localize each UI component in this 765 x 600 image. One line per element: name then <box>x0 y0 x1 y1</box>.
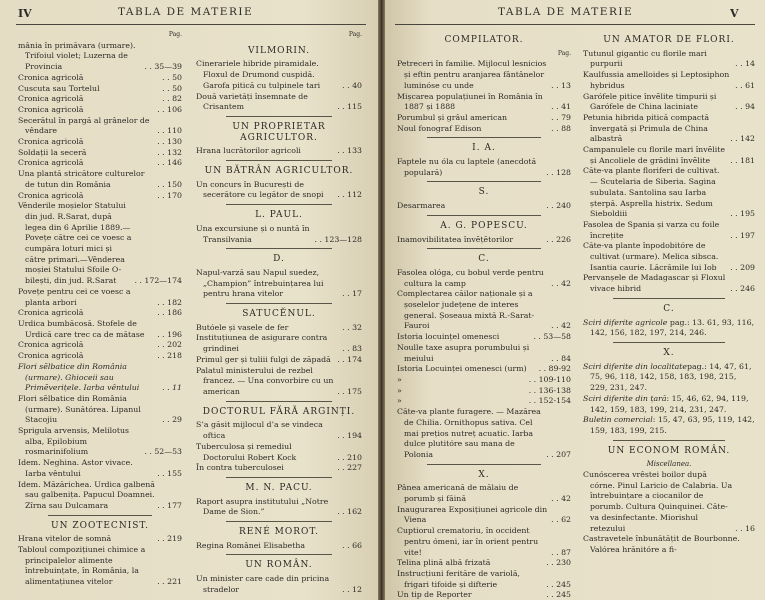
divider-rule <box>226 554 332 555</box>
entry-page: . . 150 <box>157 179 182 189</box>
divider-rule <box>427 248 541 249</box>
toc-entry <box>18 362 182 394</box>
divider-rule <box>226 401 332 402</box>
toc-entry <box>196 224 362 245</box>
divider-rule <box>48 515 152 516</box>
entry-page: . . 61 <box>735 80 755 90</box>
entry-title: Regina Românei Elisabetha <box>196 540 306 550</box>
entry-title: » <box>397 374 402 384</box>
entry-page: . . 162 <box>337 507 362 517</box>
toc-entry <box>583 220 755 241</box>
toc-entry <box>583 273 755 294</box>
book-gutter <box>378 0 385 600</box>
entry-page: . . 130 <box>157 137 182 147</box>
toc-entry <box>397 505 571 526</box>
toc-entry <box>18 287 182 308</box>
entry-title: Cronica agricolă <box>18 190 84 200</box>
right-column-1 <box>397 30 571 600</box>
entry-page: . . 106 <box>157 104 182 114</box>
section-title: RENÉ MOROT. <box>239 527 319 538</box>
entry-page: . . 66 <box>342 540 362 550</box>
toc-entry <box>18 340 182 351</box>
entry-page: . . 53—58 <box>533 332 571 342</box>
entry-title: Istoria locuințel omenesci <box>397 332 500 342</box>
toc-entry <box>196 420 362 441</box>
divider-rule <box>226 521 332 522</box>
sciri-entry <box>583 394 755 415</box>
toc-entry <box>397 59 571 91</box>
section-title: C. <box>663 303 675 314</box>
toc-entry <box>196 541 362 552</box>
sciri-pages: : 15, 47, 63, 95, 119, 142, 159, 183, 199, 215. <box>590 415 755 435</box>
entry-page: . . 109-110 <box>528 374 571 384</box>
entry-title: Inaugurarea Exposițiunei agricole din Viena <box>397 504 548 525</box>
entry-page: . . 245 <box>546 579 571 589</box>
header-rule <box>395 24 755 25</box>
entry-page: . . 210 <box>337 452 362 462</box>
entry-page: . . 197 <box>730 230 755 240</box>
entry-title: Faptele nu óla cu laptele (anecdotă populară) <box>397 157 537 177</box>
entry-title: Cronica agricolă <box>18 137 84 147</box>
entry-page: . . 175 <box>337 386 362 396</box>
entry-page: . . 42 <box>551 278 571 288</box>
entry-title: Una excursiune și o nuntă în Transilvania <box>196 223 310 244</box>
page-number: V <box>730 7 739 20</box>
entry-title: Căte-va plante floriferi de cultivat. — Scutelaria de Siberia. Sagina subulata. Santolina sau Iarba șterpă. Asprella histrix. Sedum Sieboldiii <box>583 166 720 219</box>
entry-page: . . 245 <box>546 590 571 600</box>
toc-entry <box>18 534 182 545</box>
section-title: UN ROMÂN. <box>245 560 313 571</box>
entry-title: Cronica agricolă <box>18 72 84 82</box>
entry-title: Flori sĕlbatice din România (urmare). Sunătórea. Lipanul Stacojiu <box>18 393 141 425</box>
section-title: SATUCĔNUL. <box>242 309 316 320</box>
entry-title: Idem. Neghina. Astor vivace. Iarba vêntului <box>18 458 133 478</box>
entry-page: . . 84 <box>551 353 571 363</box>
divider-rule <box>427 137 541 138</box>
entry-page: . . 155 <box>157 468 182 478</box>
entry-page: . . 83 <box>342 344 362 354</box>
sciri-label: Sciri diferite agricole <box>583 317 668 327</box>
entry-title: Fasolea ológa, cu bobul verde pentru cultura la camp <box>397 267 544 288</box>
toc-entry <box>196 59 362 91</box>
entry-title: Butóele și vasele de fer <box>196 322 289 332</box>
entry-page: . . 42 <box>551 321 571 331</box>
entry-title: Povețe pentru cei ce voesc a planta arbori <box>18 286 131 307</box>
entry-title: Vênderile moșielor Statului din jud. R.Sarat, după legea din 6 Aprilie 1889.—Povețe către cei ce voesc a cumpăra loturi mici și către primari.—Vênderea moșiei Statului Sfoile O-bilești, din jud. R.Sarat <box>18 201 132 286</box>
entry-page: . . 226 <box>546 234 571 244</box>
toc-entry <box>196 463 362 474</box>
section-title: VILMORIN. <box>247 45 311 56</box>
right-column-2 <box>583 30 755 556</box>
sciri-label: Buletin comercial <box>583 415 653 425</box>
entry-title: Hrana lucrătorilor agricoli <box>196 146 301 156</box>
pag-label: Pag. <box>348 31 362 38</box>
divider-rule <box>427 464 541 465</box>
entry-page: . . 112 <box>337 190 362 200</box>
entry-page: . . 207 <box>546 449 571 459</box>
section-title: D. <box>273 254 285 265</box>
section-title: UN PROPRIETAR AGRICULTOR. <box>232 121 326 143</box>
entry-title: Noul fonograf Edison <box>397 123 482 133</box>
entry-title: Tuberculosa și remediul Doctorului Robert Kock <box>196 441 297 462</box>
toc-entry <box>397 590 571 600</box>
toc-entry <box>196 146 362 157</box>
entry-page: . . 110 <box>157 126 182 136</box>
divider-rule <box>226 303 332 304</box>
divider-rule <box>226 248 332 249</box>
toc-entry <box>397 124 571 135</box>
entry-page: . . 240 <box>546 201 571 211</box>
section-title: DOCTORUL FĂRĂ ARGINȚI. <box>202 406 356 417</box>
entry-title: Căte-va plante furagere. — Mazărea de Chilia. Ornithopus sativa. Cel mai prețios nutreț acuatic. Iarba dulce plutitóre sau mana de Polonia <box>397 407 541 459</box>
entry-page: . . 29 <box>162 415 182 425</box>
entry-title: Noulle taxe asupra porumbului și meiului <box>397 342 530 363</box>
toc-entry <box>397 407 571 461</box>
entry-page: . . 12 <box>342 584 362 594</box>
toc-entry <box>397 569 571 590</box>
entry-title: Inamovibilitatea învĕțĕtorilor <box>397 234 514 244</box>
toc-entry <box>18 84 182 95</box>
entry-title: Porumbul și grâul american <box>397 112 507 122</box>
section-title: X. <box>478 469 490 480</box>
entry-page: . . 186 <box>157 308 182 318</box>
section-title: S. <box>478 187 490 198</box>
divider-rule <box>226 204 332 205</box>
entry-page: . . 11 <box>162 383 182 393</box>
entry-page: . . 181 <box>730 155 755 165</box>
entry-page: . . 50 <box>162 72 182 82</box>
toc-entry <box>18 191 182 202</box>
entry-title: Cronica agricolă <box>18 308 84 318</box>
toc-entry <box>196 497 362 518</box>
section-title: UN ZOOTECNIST. <box>51 520 149 531</box>
entry-page: . . 132 <box>157 147 182 157</box>
toc-entry <box>196 442 362 463</box>
entry-title: Urdica bumbăcosă. Stofele de Urdică care trec ca de mătase <box>18 318 145 339</box>
entry-page: . . 32 <box>342 322 362 332</box>
entry-page: . . 146 <box>157 158 182 168</box>
toc-entry <box>397 92 571 113</box>
toc-entry <box>196 366 362 398</box>
toc-entry <box>583 241 755 273</box>
entry-page: . . 170 <box>157 190 182 200</box>
entry-page: . . 218 <box>157 351 182 361</box>
entry-title: Instituțiunea de asigurare contra grindinei <box>196 333 328 354</box>
entry-page: . . 40 <box>342 80 362 90</box>
pag-label: Pag. <box>557 49 571 57</box>
toc-entry <box>18 394 182 426</box>
entry-page: . . 52—53 <box>144 447 182 457</box>
entry-title: » <box>397 396 402 406</box>
entry-page: . . 219 <box>157 534 182 544</box>
entry-title: Petunia hibrida pitică compactă învergată și Primula de China albastră <box>583 112 709 144</box>
page-number: IV <box>18 7 32 20</box>
entry-page: . . 42 <box>551 494 571 504</box>
entry-page: . . 94 <box>735 102 755 112</box>
entry-page: . . 221 <box>157 577 182 587</box>
entry-page: . . 195 <box>730 209 755 219</box>
entry-title: Un minister care cade din pricina stradelor <box>196 574 330 594</box>
entry-page: . . 128 <box>546 167 571 177</box>
toc-entry <box>18 426 182 458</box>
entry-title: Un concurs în București de secerătore cu legător de snopi <box>196 179 324 200</box>
entry-page: . . 209 <box>730 262 755 272</box>
toc-entry <box>196 92 362 113</box>
entry-title: Instrucțiuni ferităre de variolă, frigari tifoide și difterie <box>397 568 520 589</box>
entry-title: Pervanșele de Madagascar și Floxul vivace hibrid <box>583 273 726 294</box>
toc-entry <box>18 94 182 105</box>
entry-page: . . 13 <box>551 80 571 90</box>
entry-title: Cinerariele hibride piramidale. Floxul de Drumond cuspidă. Garofa pitică cu tulpinele tari <box>196 59 321 90</box>
toc-entry <box>397 558 571 569</box>
entry-title: Cronica agricolă <box>18 94 84 104</box>
entry-title: Două varietăți însemnate de Crisantem <box>196 91 308 112</box>
toc-entry <box>18 137 182 148</box>
entry-title: Cronica agricolă <box>18 158 84 168</box>
toc-entry <box>397 332 571 343</box>
section-title: M. N. PACU. <box>245 482 313 493</box>
toc-entry <box>397 113 571 124</box>
entry-page: . . 115 <box>337 102 362 112</box>
entry-page: . . 62 <box>551 515 571 525</box>
section-title: A. G. POPESCU. <box>440 220 528 231</box>
divider-rule <box>226 116 332 117</box>
sciri-pages: pag.: 13. 61, 93, 116, 142, 156, 182, 197, 214, 246. <box>590 317 755 338</box>
toc-entry <box>583 166 755 220</box>
entry-title: Una plantă stricătore culturelor de tutun din România <box>18 169 145 189</box>
entry-title: Castravetele înbunătățit de Bourbonne. Valórea hrănitóre a fi- <box>583 534 740 554</box>
entry-page: . . 41 <box>551 102 571 112</box>
toc-entry <box>18 458 182 479</box>
entry-title: Un tip de Reporter <box>397 590 472 600</box>
entry-title: Cuscuta sau Tortelul <box>18 83 100 93</box>
entry-page: . . 152-154 <box>528 396 571 406</box>
pag-label: Pag. <box>168 31 182 38</box>
entry-title: Palatul ministerului de rezbel francez. — Una convorbire cu un american <box>196 365 334 396</box>
toc-entry <box>18 351 182 362</box>
toc-entry <box>196 180 362 201</box>
divider-rule <box>226 477 332 478</box>
entry-title: Hrana vitelor de somnă <box>18 534 112 544</box>
toc-entry <box>196 268 362 300</box>
left-column-2 <box>196 30 362 596</box>
sciri-label: Sciri diferite din localitate <box>583 361 688 371</box>
divider-rule <box>613 342 725 343</box>
entry-page: . . 142 <box>730 134 755 144</box>
entry-title: Idem. Măzărichea. Urdica galbenă sau galbenița. Papucul Doamnei. Zîrna sau Dulcamara <box>18 479 155 510</box>
toc-entry <box>196 323 362 334</box>
left-column-1 <box>18 30 182 588</box>
entry-title: În contra tuberculosei <box>196 463 284 473</box>
section-title: L. PAUL. <box>255 210 303 221</box>
toc-entry <box>18 480 182 512</box>
entry-title: Telina plină albă frizată <box>397 558 491 568</box>
entry-title: Mișcarea populațiunei în România în 1887 și 1888 <box>397 91 543 112</box>
entry-page: . . 50 <box>162 83 182 93</box>
entry-title: mânia în primăvara (urmare). Trifoiul violet; Luzerna de Provincia <box>18 40 136 72</box>
entry-page: . . 227 <box>337 463 362 473</box>
entry-title: Cronica agricolă <box>18 340 84 350</box>
entry-title: Primul ger și tuliii fulgi de zăpadă <box>196 354 331 364</box>
entry-title: Kaulfussia amelloides și Leptosiphon hybridus <box>583 70 730 90</box>
toc-entry <box>583 49 755 70</box>
toc-entry <box>18 158 182 169</box>
right-page <box>385 0 765 600</box>
toc-entry <box>18 169 182 190</box>
entry-page: . . 89-92 <box>538 364 571 374</box>
toc-entry <box>397 157 571 178</box>
toc-entry <box>397 268 571 289</box>
toc-entry <box>18 308 182 319</box>
sciri-entry <box>583 415 755 436</box>
entry-title: Tutunul gigantic cu florile mari purpurii <box>583 48 707 69</box>
entry-title: Căte-va plante înpodobitóre de cultivat (urmare). Melica sibsca. Isantia caurie. Lăcrămile lui Iob <box>583 241 719 272</box>
toc-entry <box>397 396 571 407</box>
entry-title: Desarmarea <box>397 201 446 211</box>
toc-entry <box>18 148 182 159</box>
entry-title: Soldații la seceră <box>18 147 87 157</box>
entry-page: . . 14 <box>735 59 755 69</box>
toc-entry <box>18 116 182 137</box>
toc-entry <box>397 235 571 246</box>
divider-rule <box>226 160 332 161</box>
toc-entry <box>583 145 755 166</box>
toc-entry <box>397 364 571 375</box>
entry-page: . . 182 <box>157 297 182 307</box>
toc-entry <box>583 113 755 145</box>
toc-entry <box>18 41 182 73</box>
entry-page: . . 174 <box>337 354 362 364</box>
sciri-label: Sciri diferite din țară <box>583 393 667 403</box>
toc-entry <box>196 574 362 595</box>
entry-page: . . 230 <box>546 558 571 568</box>
header-rule <box>16 24 366 25</box>
entry-page: . . 194 <box>337 431 362 441</box>
entry-page: . . 123—128 <box>314 234 362 244</box>
toc-entry <box>18 545 182 588</box>
entry-page: . . 133 <box>337 146 362 156</box>
toc-entry <box>397 386 571 397</box>
toc-entry <box>397 526 571 558</box>
entry-page: . . 88 <box>551 123 571 133</box>
entry-title: Cunóscerea vrêstei boilor după córne. Pinul Laricio de Calabria. Ua întrebuințare a ciocanilor de porumb. Cultura Quinquinei. Căte-va desinfectante. Miorishul retezului <box>583 470 733 533</box>
entry-title: » <box>397 385 402 395</box>
entry-title: S’a găsit mijlocul d’a se vindeca oftica <box>196 420 323 441</box>
page-header: TABLA DE MATERIE <box>118 6 254 18</box>
divider-rule <box>613 298 725 299</box>
toc-entry <box>18 319 182 340</box>
section-title: UN AMATOR DE FLORI. <box>603 35 735 45</box>
entry-title: Cronica agricolă <box>18 104 84 114</box>
entry-title: Fasolea de Spania și varza cu foile încrețite <box>583 219 720 240</box>
divider-rule <box>427 215 541 216</box>
toc-entry <box>583 470 755 534</box>
sciri-pages: : 15, 46, 62, 94, 119, 142, 159, 183, 199, 214, 231, 247. <box>590 393 749 414</box>
toc-entry <box>196 333 362 354</box>
entry-page: . . 16 <box>735 523 755 533</box>
page-header: TABLA DE MATERIE <box>498 6 634 18</box>
entry-page: . . 82 <box>162 94 182 104</box>
entry-title: Campanulele cu florile mari învĕlite și Ancoliele de grădini învĕlite <box>583 145 725 165</box>
entry-page: . . 136-138 <box>528 385 571 395</box>
toc-entry <box>18 73 182 84</box>
section-title: C. <box>478 254 490 265</box>
entry-page: . . 246 <box>730 284 755 294</box>
entry-title: Napul-varză sau Napul suedez, „Champion” întrebuințarea lui pentru hrana vitelor <box>196 267 324 299</box>
divider-rule <box>613 440 725 441</box>
toc-entry <box>397 343 571 364</box>
entry-title: Raport asupra institutului „Notre Dame de Sion.” <box>196 496 329 517</box>
toc-entry <box>583 92 755 113</box>
entry-title: Flori sĕlbatice din România (urmare). Ghioceii sau Primĕverițele. Iarba vêntului <box>18 361 140 393</box>
entry-title: Cuptiorul crematoriu, în occident pentru ómeni, iar în orient pentru vite! <box>397 526 539 557</box>
entry-title: Tabloul compozițiunei chimice a principalelor alimente întrebuințate, în România, la alimentațiunea vitelor <box>18 545 146 587</box>
entry-page: . . 17 <box>342 289 362 299</box>
entry-title: Petreceri în familie. Mijlocul lesnicios și eftin pentru aranjarea fântânelor luminóse cu unde <box>397 59 547 90</box>
sciri-entry <box>583 318 755 339</box>
toc-entry <box>18 201 182 287</box>
entry-title: Istoria Locuinței omenesci (urm) <box>397 364 527 374</box>
entry-title: Secerătul în pargă al grânelor de vêndare <box>18 115 150 136</box>
toc-entry <box>196 355 362 366</box>
left-page <box>0 0 378 600</box>
entry-page: . . 196 <box>157 329 182 339</box>
section-title: I. A. <box>472 143 496 154</box>
section-title: X. <box>663 347 675 358</box>
entry-title: Cronica agricolă <box>18 351 84 361</box>
entry-title: Sprigula arvensis, Melilotus alba, Epilobium rosmarinifolium <box>18 426 129 457</box>
toc-entry <box>397 201 571 212</box>
section-title: UN BĂTRÂN AGRICULTOR. <box>204 166 354 177</box>
miscellanea-label: Miscellanea. <box>646 460 692 469</box>
entry-page: . . 172—174 <box>134 276 182 286</box>
entry-page: . . 177 <box>157 500 182 510</box>
entry-page: . . 87 <box>551 547 571 557</box>
toc-entry <box>397 289 571 332</box>
toc-entry <box>397 483 571 504</box>
entry-title: Pânea americană de mălaiu de porumb și făină <box>397 483 519 504</box>
entry-page: . . 79 <box>551 112 571 122</box>
toc-entry <box>397 375 571 386</box>
sciri-entry <box>583 362 755 394</box>
section-title: UN ECONOM ROMÂN. <box>607 445 731 456</box>
sciri-pages: pag.: 14, 47, 61, 75, 96, 118, 142, 158, 183, 198, 215, 229, 231, 247. <box>590 361 752 393</box>
divider-rule <box>427 181 541 182</box>
entry-page: . . 35—39 <box>144 62 182 72</box>
section-title: COMPILATOR. <box>444 35 524 45</box>
entry-title: Complectarea căilor naționale și a șoselelor județene de interes general. Șoseaua mixtă R.-Sarat-Fauroi <box>397 289 535 331</box>
entry-page: . . 202 <box>157 340 182 350</box>
toc-entry <box>583 70 755 91</box>
toc-entry <box>18 105 182 116</box>
entry-title: Garófele pitice învĕlite timpurii și Garófele de China laciniate <box>583 91 717 112</box>
